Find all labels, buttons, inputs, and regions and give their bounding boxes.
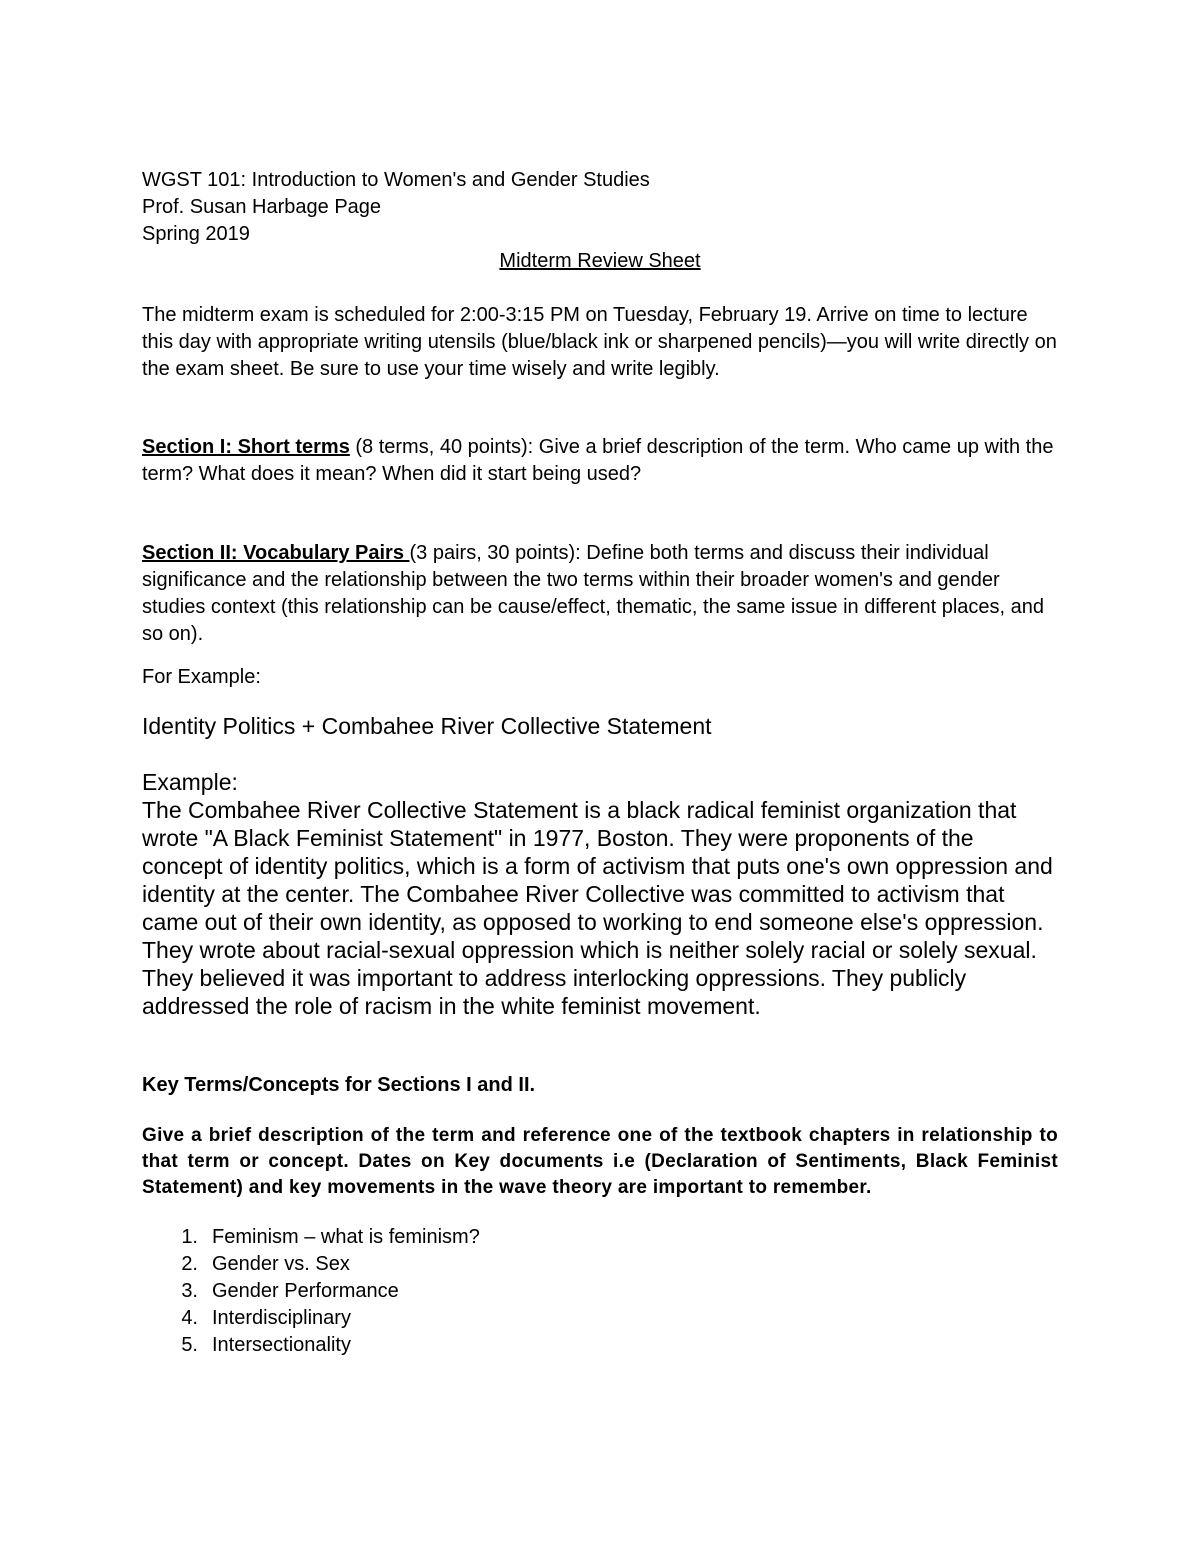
section-1-body: (8 terms, 40 points): Give a brief description of the term. Who came up with the term? What does it mean? When did it start being used? bbox=[142, 436, 1054, 485]
list-item bbox=[142, 1278, 1058, 1305]
list-item bbox=[142, 1305, 1058, 1332]
list-item-number: 4. bbox=[181, 1307, 198, 1329]
section-1-heading: Section I: Short terms bbox=[142, 436, 350, 458]
document-title bbox=[142, 248, 1058, 275]
list-item-text: Interdisciplinary bbox=[212, 1307, 351, 1329]
professor-name: Prof. Susan Harbage Page bbox=[142, 196, 382, 218]
key-terms-list bbox=[142, 1224, 1058, 1359]
list-item bbox=[142, 1332, 1058, 1359]
list-item-number: 1. bbox=[181, 1226, 198, 1248]
list-item-number: 3. bbox=[181, 1280, 198, 1302]
list-item-number: 2. bbox=[181, 1253, 198, 1275]
section-2-body: (3 pairs, 30 points): Define both terms and discuss their individual significance and the relationship between the two terms within their broader women's and gender studies context (this relationship can be cause/effect, thematic, the same issue in different places, and so on). bbox=[142, 542, 1044, 645]
document-page bbox=[142, 167, 1058, 1359]
example-text: The Combahee River Collective Statement is a black radical feminist organization that wrote "A Black Feminist Statement" in 1977, Boston. They were proponents of the concept of identity politics, which is a form of activism that puts one's own oppression and identity at the center. The Combahee River Collective was committed to activism that came out of their own identity, as opposed to working to end someone else's oppression. They wrote about racial-sexual oppression which is neither solely racial or solely sexual. They believed it was important to address interlocking oppressions. They publicly addressed the role of racism in the white feminist movement. bbox=[142, 797, 1053, 1019]
list-item bbox=[142, 1224, 1058, 1251]
document-title-text: Midterm Review Sheet bbox=[499, 250, 701, 272]
course-title: WGST 101: Introduction to Women's and Gender Studies bbox=[142, 169, 650, 191]
list-item-text: Gender Performance bbox=[212, 1280, 399, 1302]
section-2-paragraph bbox=[142, 540, 1058, 648]
section-2-heading: Section II: Vocabulary Pairs bbox=[142, 542, 410, 564]
intro-paragraph: The midterm exam is scheduled for 2:00-3:15 PM on Tuesday, February 19. Arrive on time to lecture this day with appropriate writing utensils (blue/black ink or sharpened pencils)—you will write directly on the exam sheet. Be sure to use your time wisely and write legibly. bbox=[142, 304, 1057, 380]
example-label: Example: bbox=[142, 769, 238, 795]
list-item-text: Intersectionality bbox=[212, 1334, 351, 1356]
key-terms-heading: Key Terms/Concepts for Sections I and II. bbox=[142, 1074, 536, 1096]
list-item-text: Feminism – what is feminism? bbox=[212, 1226, 480, 1248]
example-pair: Identity Politics + Combahee River Collective Statement bbox=[142, 713, 712, 739]
for-example-label: For Example: bbox=[142, 666, 261, 688]
list-item-text: Gender vs. Sex bbox=[212, 1253, 350, 1275]
term-label: Spring 2019 bbox=[142, 223, 250, 245]
section-1-paragraph bbox=[142, 434, 1058, 488]
list-item-number: 5. bbox=[181, 1334, 198, 1356]
key-terms-instructions: Give a brief description of the term and reference one of the textbook chapters in relationship to that term or concept. Dates on Key documents i.e (Declaration of Sentiments, Black Feminist Statement) and key movements in the wave theory are important to remember. bbox=[142, 1125, 1058, 1198]
list-item bbox=[142, 1251, 1058, 1278]
